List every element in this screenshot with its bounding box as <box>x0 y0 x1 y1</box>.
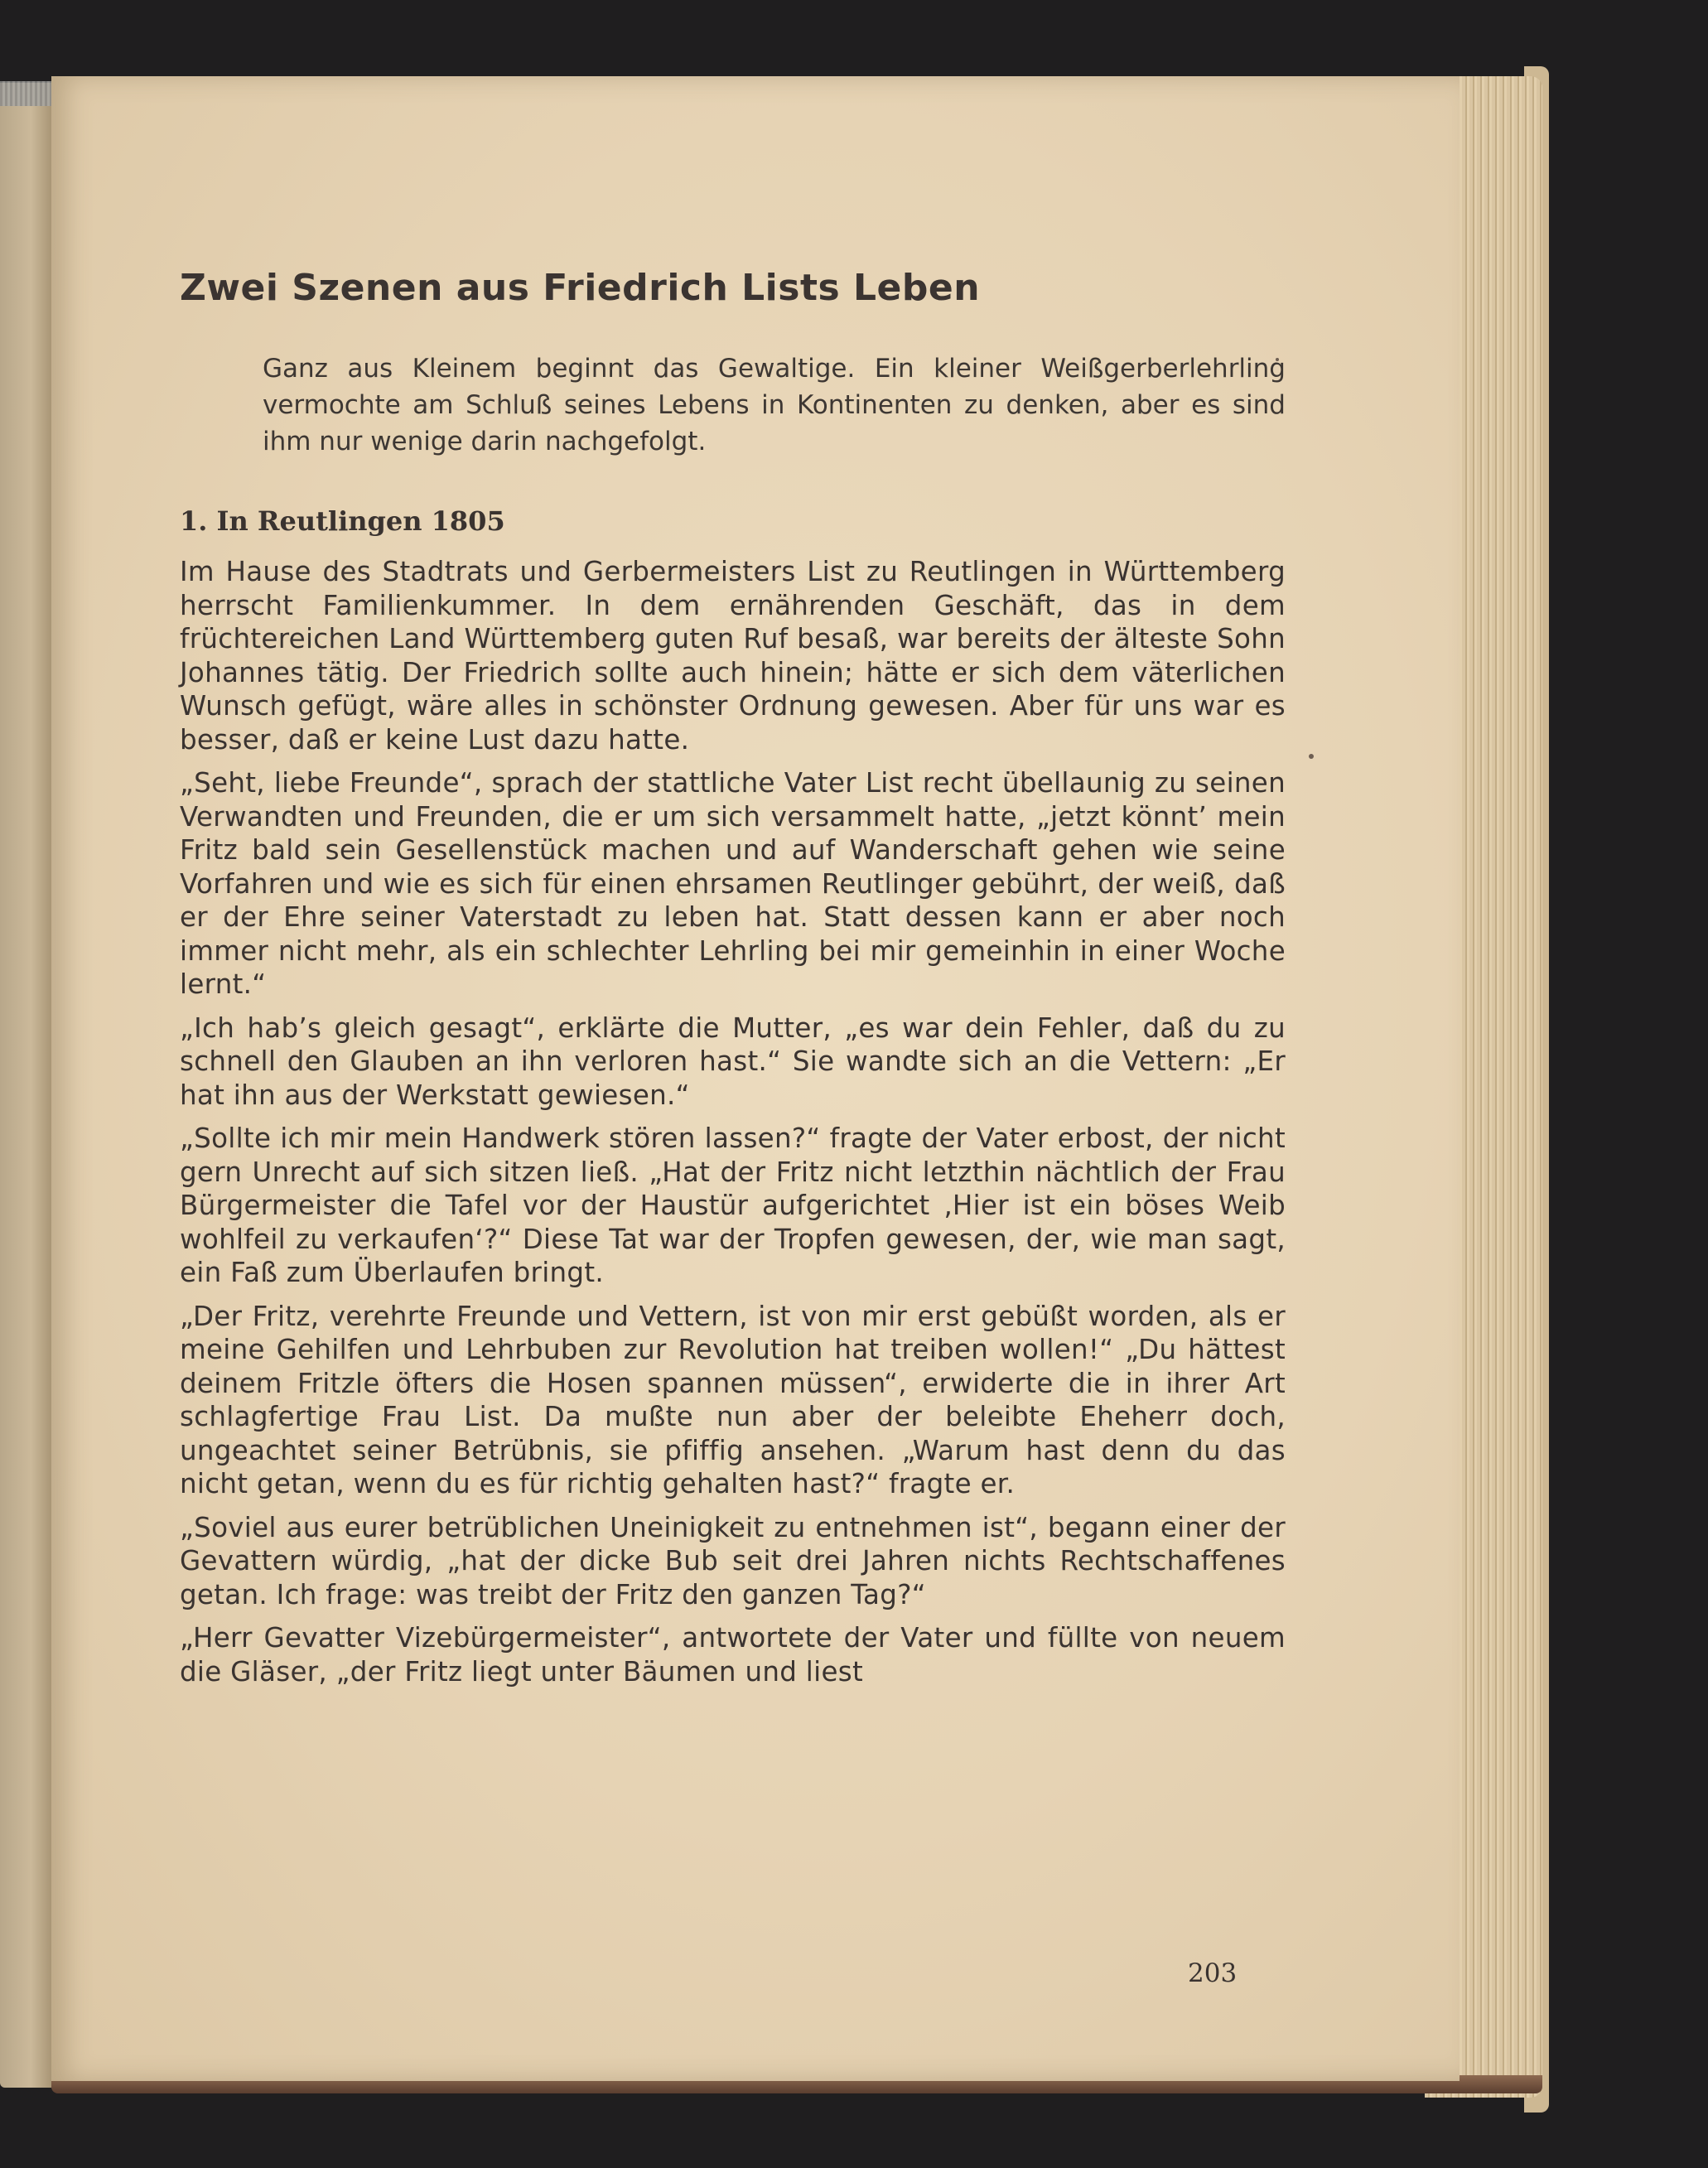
paragraph: „Der Fritz, verehrte Freunde und Vettern, ist von mir erst gebüßt worden, als er meine Gehilfen und Lehrbuben zur Revolution hat treiben wollen!“ „Du hättest deinem Fritzle öfters die Hosen spannen müssen“, erwiderte die in ihrer Art schlagfertige Frau List. Da mußte nun aber der beleibte Eheherr doch, ungeachtet seiner Betrübnis, sie pfiffig ansehen. „Warum hast denn du das nicht getan, wenn du es für richtig gehalten hast?“ fragte er. <box>180 1300 1286 1499</box>
chapter-title: Zwei Szenen aus Friedrich Lists Leben <box>180 267 981 309</box>
section-heading: 1. In Reutlingen 1805 <box>180 505 505 537</box>
paragraph: „Soviel aus eurer betrüblichen Uneinigkeit zu entnehmen ist“, begann einer der Gevattern würdig, „hat der dicke Bub seit drei Jahren nichts Rechtschaffenes getan. Ich frage: was treibt der Fritz den ganzen Tag?“ <box>180 1511 1286 1610</box>
paragraph: „Herr Gevatter Vizebürgermeister“, antwortete der Vater und füllte von neuem die Gläser, „der Fritz liegt unter Bäumen und liest <box>180 1622 1286 1688</box>
page-number: 203 <box>1188 1958 1238 1988</box>
book-page <box>51 76 1460 2081</box>
chapter-intro: Ganz aus Kleinem beginnt das Gewaltige. Ein kleiner Weißgerberlehrling vermochte am Schluß seines Lebens in Kontinenten zu denken, aber es sind ihm nur wenige darin nachgefolgt. <box>263 354 1286 456</box>
page-content <box>180 267 1286 1698</box>
paper-speck <box>1309 754 1314 759</box>
previous-page-edge <box>0 83 51 2088</box>
paragraph: „Sollte ich mir mein Handwerk stören lassen?“ fragte der Vater erbost, der nicht gern Unrecht auf sich sitzen ließ. „Hat der Fritz nicht letzthin nächtlich der Frau Bürgermeister die Tafel vor der Haustür aufgerichtet ‚Hier ist ein böses Weib wohlfeil zu verkaufen‘?“ Diese Tat war der Tropfen gewesen, der, wie man sagt, ein Faß zum Überlaufen bringt. <box>180 1123 1286 1288</box>
paragraph: Im Hause des Stadtrats und Gerbermeisters List zu Reutlingen in Württemberg herrscht Familienkummer. In dem ernährenden Geschäft, das in dem früchtereichen Land Württemberg guten Ruf besaß, war bereits der älteste Sohn Johannes tätig. Der Friedrich sollte auch hinein; hätte er sich dem väterlichen Wunsch gefügt, wäre alles in schönster Ordnung gewesen. Aber für uns war es besser, daß er keine Lust dazu hatte. <box>180 556 1286 756</box>
paragraph: „Seht, liebe Freunde“, sprach der stattliche Vater List recht übellaunig zu seinen Verwandten und Freunden, die er um sich versammelt hatte, „jetzt könnt’ mein Fritz bald sein Gesellenstück machen und auf Wanderschaft gehen wie seine Vorfahren und wie es sich für einen ehrsamen Reutlinger gebührt, der weiß, daß er der Ehre seiner Vaterstadt zu leben hat. Statt dessen kann er aber noch immer nicht mehr, als ein schlechter Lehrling bei mir gemeinhin in einer Woche lernt.“ <box>180 767 1286 1000</box>
paragraph: „Ich hab’s gleich gesagt“, erklärte die Mutter, „es war dein Fehler, daß du zu schnell den Glauben an ihn verloren hast.“ Sie wandte sich an die Vettern: „Er hat ihn aus der Werkstatt gewiesen.“ <box>180 1012 1286 1111</box>
